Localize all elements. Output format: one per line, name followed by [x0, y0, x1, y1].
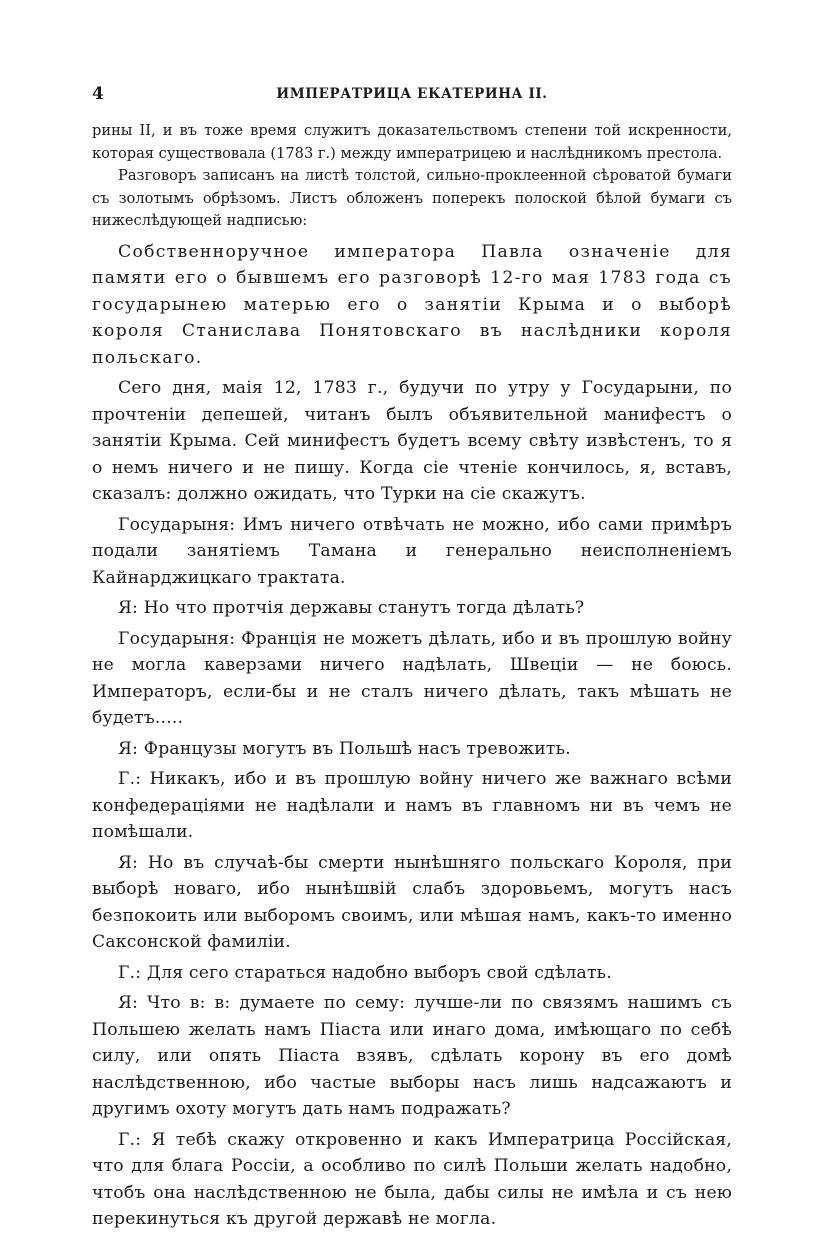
dialogue-paragraph: Государыня: Имъ ничего отвѣчать не можно, ибо сами примѣръ подали занятіемъ Тамана и генерально неисполненіемъ Кайнарджицкаго трактата. — [92, 514, 732, 588]
dialogue-paragraph: Г.: Для сего стараться надобно выборъ свой сдѣлать. — [118, 962, 612, 983]
dialogue-paragraph: Я: Что в: в: думаете по сему: лучше-ли по связямъ нашимъ съ Польшею желать намъ Піаста или инаго дома, имѣющаго по себѣ силу, или опять Піаста взявъ, сдѣлать корону въ его домѣ наслѣдственною, ибо частые выборы насъ лишь надсажаютъ и другимъ охоту могутъ дать намъ подражать? — [92, 993, 732, 1119]
intro-paragraph-description: Разговоръ записанъ на листѣ толстой, сильно-проклеенной сѣроватой бумаги съ золотымъ обрѣзомъ. Листъ обложенъ поперекъ полоской бѣлой бумаги съ нижеслѣдующей надписью: — [92, 167, 732, 229]
dialogue-paragraph: Я: Французы могутъ въ Польшѣ насъ тревожить. — [118, 738, 571, 759]
running-header — [92, 84, 732, 110]
running-title: ИМПЕРАТРИЦА ЕКАТЕРИНА II. — [276, 86, 548, 102]
dialogue-paragraph: Г.: Я тебѣ скажу откровенно и какъ Императрица Россійская, что для блага Россіи, а особливо по силѣ Польши желать надобно, чтобъ она наслѣдственною не была, дабы силы не имѣла и съ нею перекинуться къ другой державѣ не могла. — [92, 1129, 732, 1229]
book-page — [92, 84, 732, 1233]
dialogue-paragraph: Г.: Никакъ, ибо и въ прошлую войну ничего же важнаго всѣми конфедераціями не надѣлали и намъ въ главномъ ни въ чемъ не помѣшали. — [92, 769, 732, 842]
dialogue-paragraph: Я: Но въ случаѣ-бы смерти нынѣшняго польскаго Короля, при выборѣ новаго, ибо нынѣшвій слабъ здоровьемъ, могутъ насъ безпокоить или выборомъ своимъ, или мѣшая намъ, какъ-то именно Саксонской фамиліи. — [92, 852, 732, 952]
dialogue-paragraph: Сего дня, маія 12, 1783 г., будучи по утру у Государыни, по прочтеніи депешей, читанъ былъ объявительной манифестъ о занятіи Крыма. Сей минифестъ будетъ всему свѣту извѣстенъ, то я о немъ ничего и не пишу. Когда сіе чтеніе кончилось, я, вставъ, сказалъ: должно ожидать, что Турки на сіе скажутъ. — [92, 378, 732, 504]
dialogue-paragraph: Государыня: Франція не можетъ дѣлать, ибо и въ прошлую войну не могла каверзами ничего надѣлать, Швеціи — не боюсь. Императоръ, если-бы и не сталъ ничего дѣлать, такъ мѣшать не будетъ..... — [92, 628, 732, 728]
inscription-paragraph: Собственноручное императора Павла означеніе для памяти его о бывшемъ его разговорѣ 12-го мая 1783 года съ государынею матерью его о занятіи Крыма и о выборѣ короля Станислава Понятовскаго въ наслѣдники короля польскаго. — [92, 241, 732, 368]
intro-paragraph-continuation: рины II, и въ тоже время служитъ доказательствомъ степени той искренности, которая существовала (1783 г.) между императрицею и наслѣдникомъ престола. — [92, 122, 732, 162]
page-number: 4 — [92, 84, 104, 104]
dialogue-paragraph: Я: Но что протчія державы станутъ тогда дѣлать? — [118, 598, 585, 618]
